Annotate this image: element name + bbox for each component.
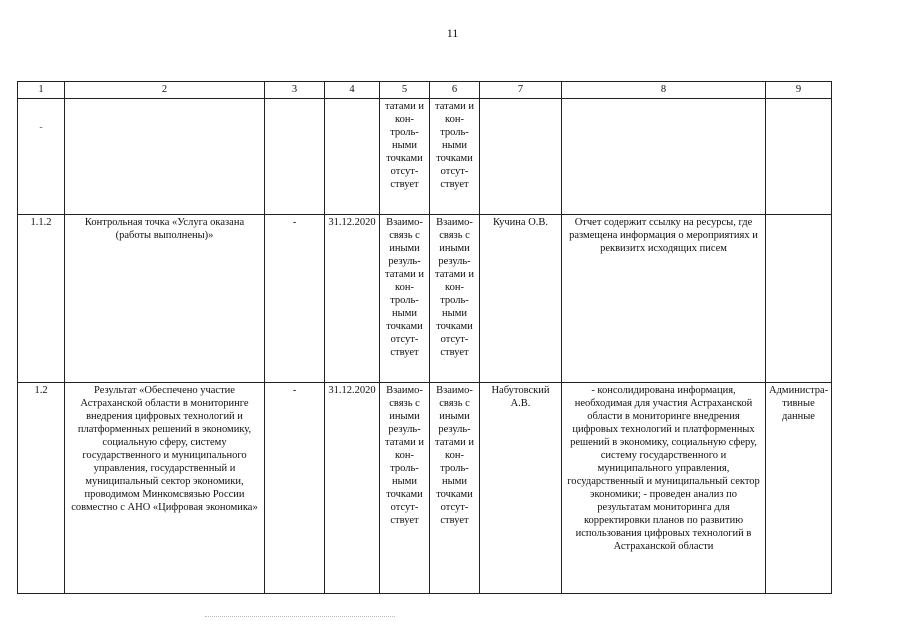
responsible-cell: Набутовский А.В. [480,383,562,594]
result-cell: - консолидирована информация, необходимая для участия Астраханской области в мониторинге внедрения цифровых технологий и платформенных решений в экономику, социальную сферу, систему государственного и муниципального управления, государственный и муниципальный сектор экономики; - проведен анализ по результатам мониторинга для корректировки планов по развитию использования цифровых технологий в Астраханской области [562,383,766,594]
date-cell [325,99,380,215]
result-cell [562,99,766,215]
description-cell: Контрольная точка «Услуга оказана (работы выполнены)» [65,215,265,383]
table-row [18,215,832,383]
header-cell: 6 [430,82,480,99]
cell-3: - [265,215,325,383]
relation-cell: татами и кон-троль-ными точками отсут-ствует [380,99,430,215]
header-cell: 2 [65,82,265,99]
description-cell [65,99,265,215]
header-cell: 7 [480,82,562,99]
scan-artifact-line [205,616,395,617]
source-cell: Администра-тивные данные [766,383,832,594]
relation-cell: Взаимо-связь с иными резуль-татами и кон-троль-ными точками отсут-ствует [430,383,480,594]
cell-3: - [265,383,325,594]
description-cell: Результат «Обеспечено участие Астраханской области в мониторинге внедрения цифровых технологий и платформенных решений в экономику, социальную сферу, систему государственного и муниципального управления, государственный и муниципальный сектор экономики, проводимом Минкомсвязью России совместно с АНО «Цифровая экономика» [65,383,265,594]
header-row [18,82,832,99]
relation-cell: Взаимо-связь с иными резуль-татами и кон-троль-ными точками отсут-ствует [380,383,430,594]
plan-table [17,81,832,594]
relation-cell: Взаимо-связь с иными резуль-татами и кон-троль-ными точками отсут-ствует [430,215,480,383]
row-number-cell: 1.2 [18,383,65,594]
date-cell: 31.12.2020 [325,383,380,594]
relation-cell: татами и кон-троль-ными точками отсут-ствует [430,99,480,215]
header-cell: 5 [380,82,430,99]
header-cell: 4 [325,82,380,99]
header-cell: 1 [18,82,65,99]
relation-cell: Взаимо-связь с иными резуль-татами и кон-троль-ными точками отсут-ствует [380,215,430,383]
responsible-cell: Кучина О.В. [480,215,562,383]
table-row [18,99,832,215]
source-cell [766,215,832,383]
row-number-cell: 1.1.2 [18,215,65,383]
header-cell: 3 [265,82,325,99]
cell-3 [265,99,325,215]
header-cell: 8 [562,82,766,99]
header-cell: 9 [766,82,832,99]
result-cell: Отчет содержит ссылку на ресурсы, где размещена информация о мероприятиях и реквизитх исходящих писем [562,215,766,383]
row-number-cell: - [18,99,65,215]
table-row [18,383,832,594]
source-cell [766,99,832,215]
date-cell: 31.12.2020 [325,215,380,383]
responsible-cell [480,99,562,215]
page-number: 11 [446,26,459,40]
